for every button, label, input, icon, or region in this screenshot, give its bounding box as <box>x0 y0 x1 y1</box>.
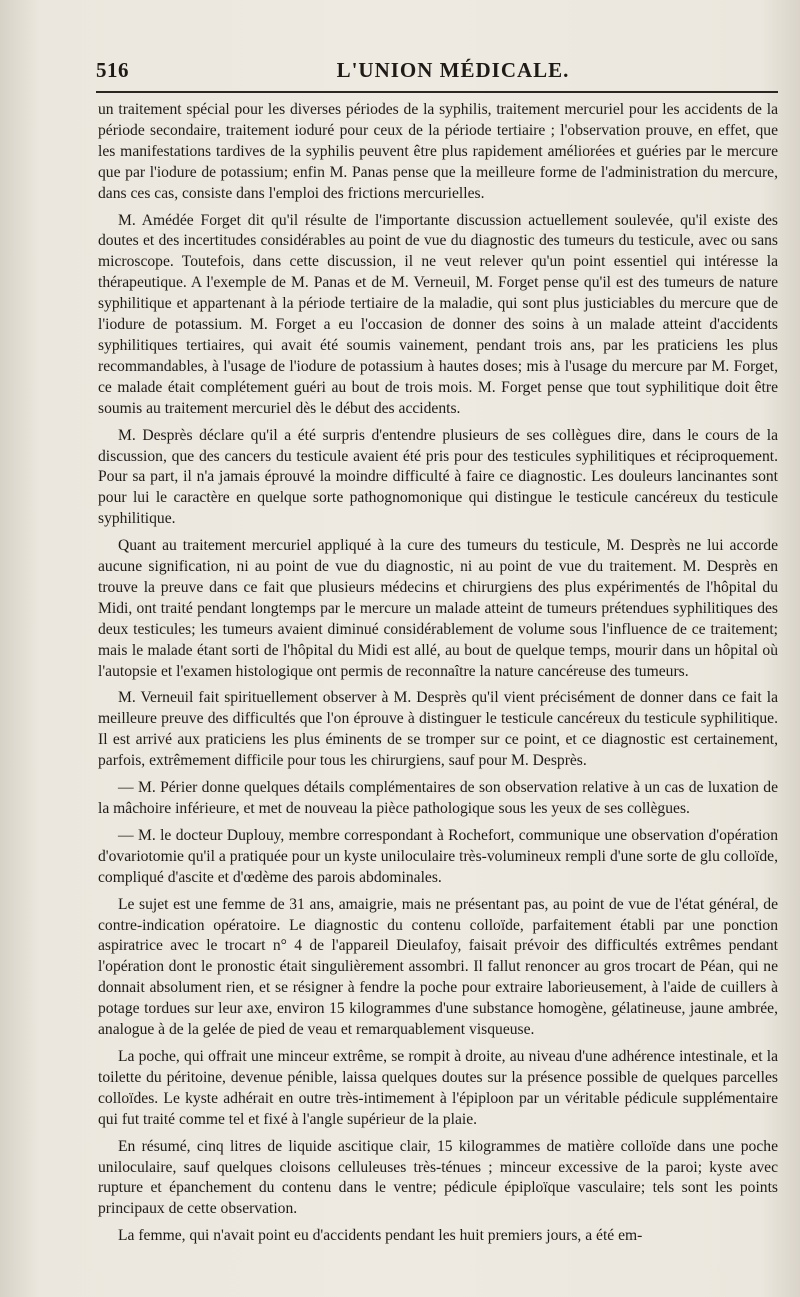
paragraph: un traitement spécial pour les diverses périodes de la syphilis, traitement mercuriel pour les accidents de la période secondaire, traitement ioduré pour ceux de la période tertiaire ; l'observation prouve, en effet, que les manifestations tardives de la syphilis peuvent être plus rapidement améliorées et guéries par le mercure que par l'iodure de potassium; enfin M. Panas pense que la meilleure forme de l'administration du mercure, dans ces cas, consiste dans l'emploi des frictions mercurielles. <box>98 101 778 202</box>
header-rule <box>96 91 778 93</box>
page-header <box>96 52 770 82</box>
paragraph: La poche, qui offrait une minceur extrême, se rompit à droite, au niveau d'une adhérence intestinale, et la toilette du péritoine, devenue pénible, laissa quelques doutes sur la présence possible de quelques parcelles colloïdes. Le kyste adhérait en outre très-intimement à l'épiploon par un véritable pédicule supplémentaire qui fut traité comme tel et fixé à l'angle supérieur de la plaie. <box>98 1047 778 1128</box>
paragraph: — M. le docteur Duplouy, membre correspondant à Rochefort, communique une observation d'opération d'ovariotomie qu'il a pratiquée pour un kyste uniloculaire très-volumineux rempli d'une sorte de glu colloïde, compliqué d'ascite et d'œdème des parois abdominales. <box>98 826 778 886</box>
paragraph: M. Verneuil fait spirituellement observer à M. Desprès qu'il vient précisément de donner dans ce fait la meilleure preuve des difficultés que l'on éprouve à distinguer le testicule cancéreux du testicule syphilitique. Il est arrivé aux praticiens les plus éminents de se tromper sur ce point, et ce diagnostic est certainement, parfois, extrêmement difficile pour tous les chirurgiens, sauf pour M. Desprès. <box>98 689 778 770</box>
page-number: 516 <box>96 58 129 82</box>
paragraph: Quant au traitement mercuriel appliqué à la cure des tumeurs du testicule, M. Desprès ne lui accorde aucune signification, ni au point de vue du diagnostic, ni au point de vue du traitement. M. Desprès en trouve la preuve dans ce fait que plusieurs médecins et chirurgiens des plus expérimentés de l'hôpital du Midi, ont traité pendant longtemps par le mercure un malade atteint de tumeurs prétendues syphilitiques des deux testicules; les tumeurs avaient diminué considérablement de volume sous l'influence de ce traitement; mais le malade étant sorti de l'hôpital du Midi est allé, au bout de quelque temps, mourir dans un hôpital où l'autopsie et l'examen histologique ont permis de reconnaître la nature cancéreuse des tumeurs. <box>98 537 778 680</box>
paragraph: En résumé, cinq litres de liquide ascitique clair, 15 kilogrammes de matière colloïde dans une poche uniloculaire, sauf quelques cloisons celluleuses très-ténues ; minceur excessive de la paroi; kyste avec rupture et épanchement du contenu dans le ventre; pédicule épiploïque vasculaire; tels sont les points principaux de cette observation. <box>98 1137 778 1218</box>
paragraph: M. Desprès déclare qu'il a été surpris d'entendre plusieurs de ses collègues dire, dans le cours de la discussion, que des cancers du testicule avaient été pris pour des testicules syphilitiques et réciproquement. Pour sa part, il n'a jamais éprouvé la moindre difficulté à faire ce diagnostic. Les douleurs lancinantes sont pour lui le caractère en quelque sorte pathognomonique qui distingue le testicule cancéreux du testicule syphilitique. <box>98 426 778 528</box>
paragraph: La femme, qui n'avait point eu d'accidents pendant les huit premiers jours, a été em- <box>118 1227 643 1245</box>
running-head: L'UNION MÉDICALE. <box>336 58 570 82</box>
paragraph: M. Amédée Forget dit qu'il résulte de l'importante discussion actuellement soulevée, qu'il existe des doutes et des incertitudes considérables au point de vue du diagnostic des tumeurs du testicule, avec ou sans microscope. Toutefois, dans cette discussion, il ne veut relever qu'un point essentiel qui intéresse la thérapeutique. A l'exemple de M. Panas et de M. Verneuil, M. Forget pense qu'il est des tumeurs de nature syphilitique et appartenant à la période tertiaire de la maladie, qui sont plus justiciables du mercure que de l'iodure de potassium. M. Forget a eu l'occasion de donner des soins à un malade atteint d'accidents syphilitiques tertiaires, qui avait été soumis vainement, pendant trois ans, par les praticiens les plus recommandables, à l'usage de l'iodure de potassium à hautes doses; mis à l'usage du mercure par M. Forget, ce malade était complétement guéri au bout de trois mois. M. Forget pense que tout syphilitique doit être soumis au traitement mercuriel dès le début des accidents. <box>98 211 778 417</box>
paragraph: Le sujet est une femme de 31 ans, amaigrie, mais ne présentant pas, au point de vue de l'état général, de contre-indication opératoire. Le diagnostic du contenu colloïde, parfaitement établi par une ponction aspiratrice avec le trocart n° 4 de l'appareil Dieulafoy, faisait prévoir des difficultés extrêmes pendant l'opération dont le pronostic était singulièrement assombri. Il fallut renoncer au gros trocart de Péan, qui ne donnait absolument rien, et se résigner à fendre la poche pour extraire laborieusement, à l'aide de cuillers à potage tordues sur leur axe, environ 15 kilogrammes d'une substance homogène, gélatineuse, jaune ambrée, analogue à de la gelée de pied de veau et remarquablement visqueuse. <box>98 895 778 1039</box>
article-body <box>98 100 778 1247</box>
paragraph: — M. Périer donne quelques détails complémentaires de son observation relative à un cas de luxation de la mâchoire inférieure, et met de nouveau la pièce pathologique sous les yeux de ses collègues. <box>98 779 778 817</box>
